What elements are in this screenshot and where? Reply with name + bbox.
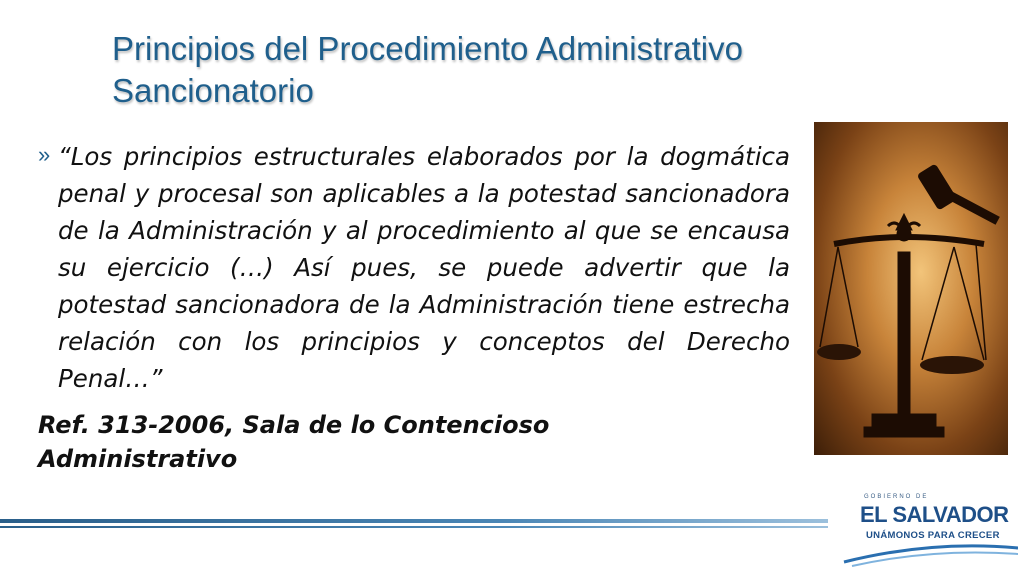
logo-tagline: UNÁMONOS PARA CRECER: [866, 530, 1000, 541]
logo-name: EL SALVADOR: [860, 502, 1009, 527]
bullet-marker-icon: »: [38, 142, 51, 167]
scales-of-justice-icon: [814, 122, 1008, 455]
reference-line-1: Ref. 313-2006, Sala de lo Contencioso: [38, 411, 550, 439]
footer-rule-thin: [0, 526, 828, 528]
scales-of-justice-image: [814, 122, 1008, 455]
footer-rule-thick: [0, 519, 828, 523]
reference-line-2: Administrativo: [38, 445, 238, 473]
slide-title: [112, 28, 912, 112]
logo-small-text: GOBIERNO DE: [864, 494, 929, 500]
quote-text: “Los principios estructurales elaborados por la dogmática penal y procesal son aplicables a la potestad sancionadora de la Administración y al procedimiento al que se encausa su ejercicio (…) Así pues, se puede advertir que la potestad sancionadora de la Administración tiene estrecha relación con los principios y conceptos del Derecho Penal…”: [58, 142, 790, 393]
slide-title-line-2: Sancionatorio: [112, 72, 314, 109]
el-salvador-logo: [842, 492, 1018, 568]
slide-title-line-1: Principios del Procedimiento Administrativo: [112, 30, 743, 67]
reference-citation: [38, 408, 638, 476]
quote-bullet: [38, 138, 794, 397]
logo-swoosh-icon: [842, 492, 1018, 568]
